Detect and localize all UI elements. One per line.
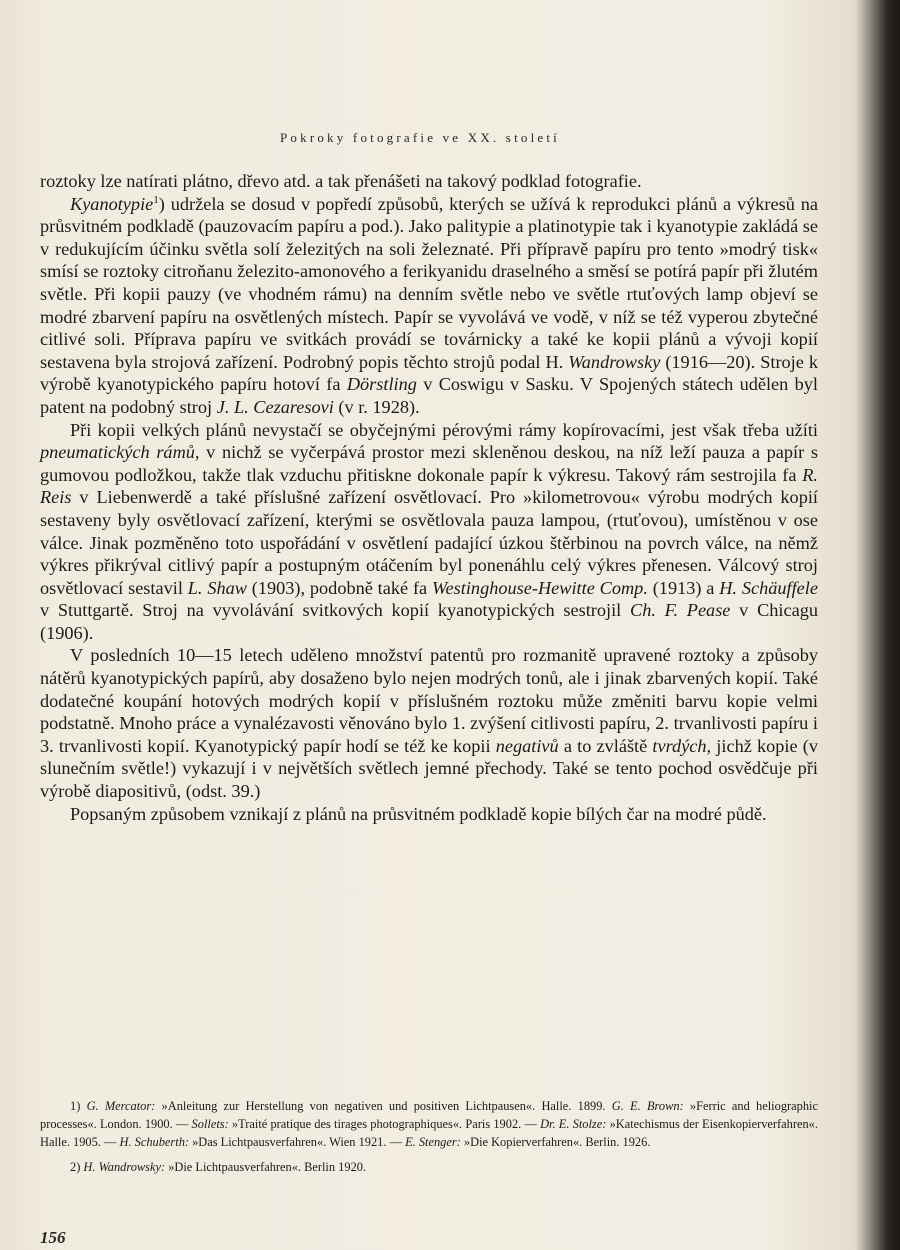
- text-run: v Coswigu v Sasku. V Spojených státech udělen byl patent na podobný stroj: [40, 374, 818, 417]
- text-run: ) udržela se dosud v popředí způsobů, kterých se užívá k reprodukci plánů a výkresů na průsvitném podkladě (pauzovacím papíru a pod.). Jako palitypie a platinotypie tak i kyanotypie zakládá se v redukujícím účinku světla solí železitých na soli železnaté. Při přípravě papíru pro tento »modrý tisk« smísí se roztoky citroňanu železito-amonového a ferikyanidu draselného a směsí se potírá papír při žlutém světle. Při kopii pauzy (ve vhodném rámu) na denním světle nebo ve světle rtuťových lamp objeví se modré zbarvení papíru na osvětlených místech. Papír se vyvolává ve vodě, v níž se též vyperou zbytečné citlivé soli. Příprava papíru ve svitkách provádí se továrnicky a také ke kopii plánů a vývoji kopií sestavena byla strojová zařízení. Podrobný popis těchto strojů podal H.: [40, 193, 818, 372]
- text-run: »Anleitung zur Herstellung von negativen und positiven Lichtpausen«. Halle. 1899.: [155, 1099, 612, 1113]
- text-run: »Die Lichtpausverfahren«. Berlin 1920.: [165, 1159, 367, 1174]
- footnote: [40, 1097, 818, 1152]
- text-run: »Das Lichtpausverfahren«. Wien 1921. —: [189, 1135, 406, 1150]
- text-run: 2): [70, 1159, 84, 1174]
- italic-run: L. Shaw: [187, 577, 247, 598]
- body-paragraph: [40, 419, 818, 645]
- italic-run: tvrdých,: [652, 735, 712, 756]
- italic-run: Kyanotypie: [70, 193, 154, 214]
- italic-run: Dörstling: [346, 374, 417, 395]
- italic-run: H. Wandrowsky:: [83, 1159, 166, 1174]
- italic-run: G. Mercator:: [86, 1099, 156, 1113]
- text-run: v Liebenwerdě a také příslušné zařízení osvětlovací. Pro »kilometrovou« výrobu modrých kopií sestaveny byly osvětlovací zařízení, kterými se osvětlovala pauza lampou, (rtuťovou), umístěnou v ose válce. Jinak pozměněno toto uspořádání v osvětlení padající úzkou štěrbinou na povrch válce, na němž výkres přikrýval citlivý papír a postupným otáčením byl ponenáhlu celý výkres přenesen. Válcový stroj osvětlovací sestavil: [40, 487, 818, 598]
- footnote: [40, 1158, 818, 1176]
- text-run: (1913) a: [647, 577, 720, 598]
- footnote-ref: 1: [153, 193, 159, 206]
- text-run: (v r. 1928).: [333, 396, 420, 417]
- italic-run: H. Schäuffele: [719, 577, 818, 598]
- text-run: (1916—20). Stroje k výrobě kyanotypického papíru hotoví fa: [40, 351, 819, 395]
- text-run: a to zvláště: [558, 735, 653, 756]
- italic-run: negativů: [495, 735, 559, 756]
- italic-run: Wandrowsky: [568, 351, 661, 372]
- text-run: v nichž se vyčerpává prostor mezi skleněnou deskou, na níž leží pauza a papír s gumovou podložkou, takže tlak vzduchu přitiskne dokonale papír k výkresu. Takový rám sestrojila fa: [40, 442, 819, 485]
- text-run: V posledních 10—15 letech uděleno množství patentů pro rozmanitě upravené roztoky a způsoby nátěrů kyanotypických papírů, aby dosaženo bylo nejen modrých tonů, ale i jinak zbarvených kopií. Také dodatečné koupání hotových modrých kopií v příslušném roztoku může změniti barvu kopie velmi podstatně. Mnoho práce a vynalézavosti věnováno bylo 1. zvýšení citlivosti papíru, 2. trvanlivosti papíru i 3. trvanlivosti kopií. Kyanotypický papír hodí se též ke kopii: [40, 645, 818, 756]
- text-run: »Katechismus der Eisenkopierverfahren«. Halle. 1905. —: [40, 1117, 818, 1150]
- text-run: jichž kopie (v slunečním světle!) vykazují i v největších světlech jemné přechody. Také se tento pochod osvědčuje při výrobě diapositivů, (odst. 39.): [40, 735, 818, 802]
- text-run: 1): [70, 1099, 87, 1113]
- text-run: v Chicagu (1906).: [40, 600, 818, 643]
- body-paragraph: [40, 644, 818, 802]
- body-paragraph: [40, 803, 818, 826]
- text-run: »Ferric and heliographic processes«. London. 1900. —: [40, 1099, 818, 1132]
- body-paragraph: [40, 170, 818, 193]
- text-run: roztoky lze natírati plátno, dřevo atd. a tak přenášeti na takový podklad fotografie.: [40, 171, 642, 191]
- italic-run: pneumatických rámů,: [40, 442, 200, 463]
- body-paragraph: [40, 193, 818, 419]
- italic-run: Dr. E. Stolze:: [540, 1117, 607, 1132]
- italic-run: J. L. Cezaresovi: [216, 396, 334, 417]
- italic-run: H. Schuberth:: [119, 1135, 190, 1150]
- footnotes: [40, 1097, 818, 1176]
- italic-run: R. Reis: [40, 464, 818, 508]
- body-text: [40, 170, 818, 825]
- text-run: Popsaným způsobem vznikají z plánů na průsvitném podkladě kopie bílých čar na modré půdě.: [70, 803, 767, 824]
- text-run: v Stuttgartě. Stroj na vyvolávání svitkových kopií kyanotypických sestrojil: [40, 600, 630, 621]
- italic-run: Westinghouse-Hewitte Comp.: [432, 577, 648, 598]
- text-run: (1903), podobně také fa: [246, 577, 432, 598]
- italic-run: G. E. Brown:: [611, 1099, 684, 1113]
- running-head: Pokroky fotografie ve XX. století: [280, 130, 560, 145]
- text-run: »Die Kopierverfahren«. Berlin. 1926.: [460, 1135, 651, 1150]
- text-run: Při kopii velkých plánů nevystačí se obyčejnými pérovými rámy kopírovacími, jest však třeba užíti: [70, 419, 818, 440]
- text-run: »Traité pratique des tirages photographiques«. Paris 1902. —: [228, 1117, 541, 1132]
- italic-run: Ch. F. Pease: [630, 600, 731, 621]
- italic-run: E. Stenger:: [405, 1135, 461, 1150]
- italic-run: Sollets:: [191, 1117, 229, 1132]
- page-number: 156: [40, 1228, 66, 1247]
